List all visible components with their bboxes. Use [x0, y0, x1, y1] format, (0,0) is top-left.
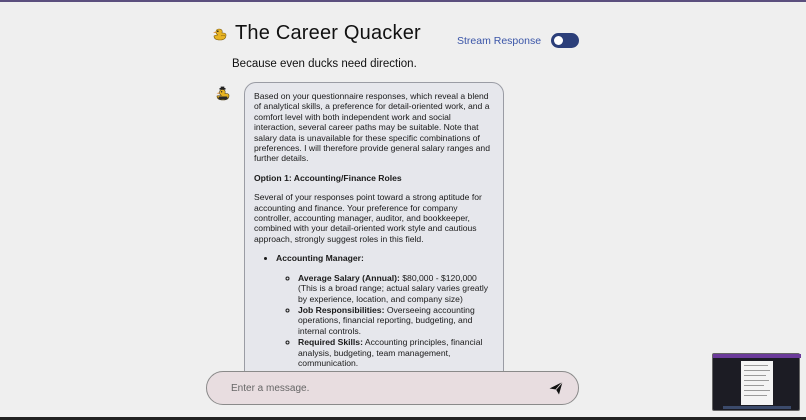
app-title: The Career Quacker	[235, 22, 421, 44]
list-item	[298, 273, 493, 304]
detail-label: Job Responsibilities:	[298, 304, 385, 315]
send-icon[interactable]	[548, 380, 564, 396]
duck-bot-icon	[215, 86, 231, 102]
detail-label: Average Salary (Annual):	[298, 272, 400, 283]
window-top-border	[0, 0, 806, 2]
list-item	[276, 253, 493, 390]
duck-icon	[211, 25, 229, 43]
stream-response-label: Stream Response	[457, 34, 542, 47]
role-list	[254, 253, 493, 390]
message-input[interactable]	[231, 383, 548, 394]
detail-text: $80,000 - $120,000 (This is a broad range; actual salary varies greatly by experience, location, and company size)	[298, 272, 489, 304]
option-body: Several of your responses point toward a strong aptitude for accounting and finance. Your preference for company controller, accounting manager, auditor, and bookkeeper, combined with your detail-oriented work style and cautious approach, strongly suggest roles in this field.	[254, 192, 482, 244]
assistant-message-bubble	[244, 82, 504, 382]
thumbnail-titlebar	[713, 354, 801, 358]
thumbnail-page	[741, 361, 773, 405]
list-item	[298, 337, 493, 368]
thumbnail-line	[744, 365, 768, 366]
message-composer	[206, 371, 579, 405]
option-heading: Option 1: Accounting/Finance Roles	[254, 172, 402, 183]
app-header	[211, 22, 421, 45]
list-item	[298, 305, 493, 336]
thumbnail-line	[744, 395, 767, 396]
toggle-knob	[554, 36, 563, 45]
app-tagline: Because even ducks need direction.	[232, 58, 417, 70]
thumbnail-line	[744, 375, 766, 376]
thumbnail-line	[744, 380, 769, 381]
thumbnail-dock	[723, 406, 791, 409]
detail-label: Required Skills:	[298, 337, 363, 348]
detail-text: Overseeing accounting operations, financial reporting, budgeting, and internal controls.	[298, 304, 475, 336]
detail-text: Accounting principles, financial analysis, budgeting, team management, communication.	[298, 337, 483, 368]
screen-preview-thumbnail[interactable]	[712, 353, 800, 411]
stream-response-toggle[interactable]	[551, 33, 579, 48]
thumbnail-line	[744, 370, 770, 371]
stream-response-control	[457, 33, 579, 48]
thumbnail-line	[744, 390, 770, 391]
message-intro: Based on your questionnaire responses, which reveal a blend of analytical skills, a preference for detail-oriented work, and a comfort level with both independent work and social interaction, several career paths may be suitable. Note that salary data is unavailable for these specific combinations of preferences. I will therefore provide general salary ranges and further details.	[254, 91, 490, 164]
role-title: Accounting Manager:	[276, 253, 364, 264]
thumbnail-line	[744, 385, 764, 386]
